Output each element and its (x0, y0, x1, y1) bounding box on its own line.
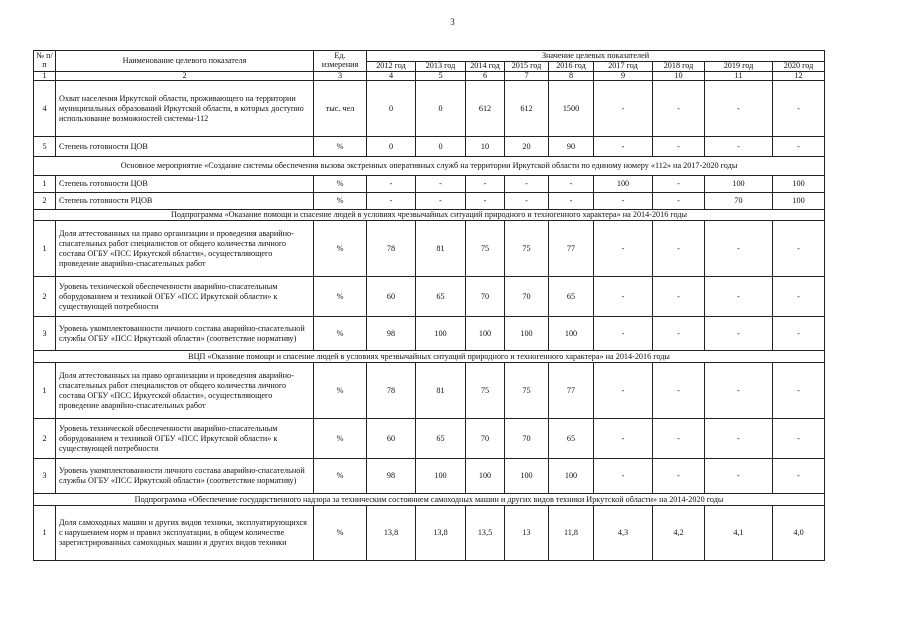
row-number: 1 (34, 221, 56, 277)
value-cell: - (653, 81, 705, 137)
column-number: 3 (314, 71, 367, 81)
indicator-name: Степень готовности ЦОВ (56, 176, 314, 193)
row-number: 2 (34, 419, 56, 459)
row-number: 2 (34, 277, 56, 317)
value-cell: 75 (466, 221, 505, 277)
indicator-name: Степень готовности ЦОВ (56, 137, 314, 157)
value-cell: - (505, 176, 549, 193)
value-cell: - (594, 419, 653, 459)
value-cell: - (773, 221, 825, 277)
unit-cell: % (314, 317, 367, 351)
unit-cell: % (314, 363, 367, 419)
row-number: 4 (34, 81, 56, 137)
unit-cell: % (314, 459, 367, 494)
unit-cell: тыс. чел (314, 81, 367, 137)
value-cell: 98 (367, 459, 416, 494)
value-cell: - (773, 277, 825, 317)
value-cell: 13,5 (466, 506, 505, 561)
header-values-group: Значение целевых показателей (367, 51, 825, 62)
section-caption-row (34, 351, 825, 363)
value-cell: 98 (367, 317, 416, 351)
value-cell: 100 (773, 193, 825, 210)
value-cell: - (653, 419, 705, 459)
column-number: 6 (466, 71, 505, 81)
value-cell: - (594, 193, 653, 210)
section-caption: ВЦП «Оказание помощи и спасение людей в условиях чрезвычайных ситуаций природного и техногенного характера» на 2014-2016 годы (34, 351, 825, 363)
value-cell: - (705, 317, 773, 351)
value-cell: - (653, 363, 705, 419)
value-cell: - (367, 193, 416, 210)
value-cell: 100 (549, 317, 594, 351)
value-cell: 78 (367, 363, 416, 419)
value-cell: 13 (505, 506, 549, 561)
column-number: 12 (773, 71, 825, 81)
value-cell: - (653, 277, 705, 317)
value-cell: 100 (705, 176, 773, 193)
value-cell: - (549, 193, 594, 210)
header-num: № п/п (34, 51, 56, 72)
value-cell: 4,0 (773, 506, 825, 561)
header-year: 2016 год (549, 62, 594, 72)
value-cell: - (367, 176, 416, 193)
indicator-name: Степень готовности РЦОВ (56, 193, 314, 210)
table-row (34, 459, 825, 494)
indicator-name: Доля аттестованных на право организации и проведения аварийно-спасательных работ специалистов от общего количества личного состава ОГБУ «ПСС Иркутской области», осуществляющего проведение аварийно-спасательных работ (56, 221, 314, 277)
column-number: 8 (549, 71, 594, 81)
header-name: Наименование целевого показателя (56, 51, 314, 72)
value-cell: 20 (505, 137, 549, 157)
value-cell: - (466, 193, 505, 210)
unit-cell: % (314, 221, 367, 277)
value-cell: 13,8 (367, 506, 416, 561)
value-cell: - (594, 221, 653, 277)
header-year: 2015 год (505, 62, 549, 72)
value-cell: - (705, 419, 773, 459)
value-cell: - (773, 81, 825, 137)
value-cell: - (416, 176, 466, 193)
value-cell: - (705, 81, 773, 137)
table-row (34, 419, 825, 459)
value-cell: 78 (367, 221, 416, 277)
value-cell: 612 (466, 81, 505, 137)
header-year: 2019 год (705, 62, 773, 72)
value-cell: 100 (594, 176, 653, 193)
value-cell: 70 (466, 419, 505, 459)
value-cell: 65 (549, 277, 594, 317)
row-number: 3 (34, 317, 56, 351)
column-number: 4 (367, 71, 416, 81)
value-cell: 100 (505, 317, 549, 351)
table-row (34, 193, 825, 210)
value-cell: 70 (505, 277, 549, 317)
value-cell: - (653, 459, 705, 494)
column-number: 2 (56, 71, 314, 81)
value-cell: - (594, 459, 653, 494)
value-cell: 0 (367, 137, 416, 157)
unit-cell: % (314, 176, 367, 193)
section-caption-row (34, 210, 825, 221)
header-year: 2013 год (416, 62, 466, 72)
value-cell: - (773, 459, 825, 494)
value-cell: - (549, 176, 594, 193)
column-number: 7 (505, 71, 549, 81)
value-cell: - (466, 176, 505, 193)
indicator-name: Уровень технической обеспеченности аварийно-спасательным оборудованием и техникой ОГБУ «ПСС Иркутской области» к существующей потребности (56, 419, 314, 459)
column-number: 5 (416, 71, 466, 81)
value-cell: 77 (549, 363, 594, 419)
value-cell: 65 (416, 419, 466, 459)
row-number: 1 (34, 176, 56, 193)
unit-cell: % (314, 137, 367, 157)
value-cell: 612 (505, 81, 549, 137)
value-cell: 100 (466, 459, 505, 494)
value-cell: 1500 (549, 81, 594, 137)
value-cell: - (653, 176, 705, 193)
row-number: 2 (34, 193, 56, 210)
section-caption: Основное мероприятие «Создание системы обеспечения вызова экстренных оперативных служб на территории Иркутской области по единому номеру «112» на 2017-2020 годы (34, 157, 825, 176)
value-cell: - (653, 317, 705, 351)
table-row (34, 277, 825, 317)
header-year: 2012 год (367, 62, 416, 72)
target-indicators-table (33, 50, 825, 561)
value-cell: 13,8 (416, 506, 466, 561)
value-cell: - (705, 363, 773, 419)
header-unit: Ед. измерения (314, 51, 367, 72)
value-cell: 4,1 (705, 506, 773, 561)
value-cell: 4,2 (653, 506, 705, 561)
value-cell: 77 (549, 221, 594, 277)
value-cell: - (705, 137, 773, 157)
unit-cell: % (314, 277, 367, 317)
value-cell: - (653, 193, 705, 210)
value-cell: - (705, 277, 773, 317)
table-row (34, 363, 825, 419)
header-year: 2017 год (594, 62, 653, 72)
table-row (34, 81, 825, 137)
indicator-name: Охват населения Иркутской области, проживающего на территории муниципальных образований Иркутской области, в которых доступно использование возможностей системы-112 (56, 81, 314, 137)
value-cell: - (416, 193, 466, 210)
value-cell: 81 (416, 221, 466, 277)
value-cell: 0 (367, 81, 416, 137)
value-cell: 0 (416, 137, 466, 157)
value-cell: - (653, 137, 705, 157)
column-number: 11 (705, 71, 773, 81)
value-cell: - (773, 363, 825, 419)
value-cell: 100 (773, 176, 825, 193)
indicator-name: Уровень технической обеспеченности аварийно-спасательным оборудованием и техникой ОГБУ «ПСС Иркутской области» к существующей потребности (56, 277, 314, 317)
section-caption: Подпрограмма «Обеспечение государственного надзора за техническим состоянием самоходных машин и других видов техники Иркутской области» на 2014-2020 годы (34, 494, 825, 506)
value-cell: 60 (367, 419, 416, 459)
unit-cell: % (314, 506, 367, 561)
value-cell: - (594, 277, 653, 317)
header-year: 2018 год (653, 62, 705, 72)
value-cell: 100 (466, 317, 505, 351)
value-cell: 75 (505, 363, 549, 419)
value-cell: - (594, 137, 653, 157)
section-caption-row (34, 157, 825, 176)
value-cell: - (594, 317, 653, 351)
value-cell: 4,3 (594, 506, 653, 561)
value-cell: 70 (505, 419, 549, 459)
column-number: 9 (594, 71, 653, 81)
value-cell: 100 (505, 459, 549, 494)
value-cell: - (705, 221, 773, 277)
section-caption: Подпрограмма «Оказание помощи и спасение людей в условиях чрезвычайных ситуаций природного и техногенного характера» на 2014-2016 годы (34, 210, 825, 221)
value-cell: 11,8 (549, 506, 594, 561)
value-cell: - (773, 137, 825, 157)
row-number: 1 (34, 506, 56, 561)
column-number: 10 (653, 71, 705, 81)
value-cell: 100 (549, 459, 594, 494)
value-cell: 75 (466, 363, 505, 419)
table-row (34, 137, 825, 157)
value-cell: - (505, 193, 549, 210)
value-cell: - (594, 81, 653, 137)
value-cell: 75 (505, 221, 549, 277)
indicator-name: Уровень укомплектованности личного состава аварийно-спасательной службы ОГБУ «ПСС Иркутской области» (соответствие нормативу) (56, 459, 314, 494)
value-cell: 90 (549, 137, 594, 157)
indicator-name: Доля аттестованных на право организации и проведения аварийно-спасательных работ специалистов от общего количества личного состава ОГБУ «ПСС Иркутской области», осуществляющего проведение аварийно-спасательных работ (56, 363, 314, 419)
value-cell: - (705, 459, 773, 494)
value-cell: 60 (367, 277, 416, 317)
column-number: 1 (34, 71, 56, 81)
header-year: 2020 год (773, 62, 825, 72)
header-year: 2014 год (466, 62, 505, 72)
value-cell: 81 (416, 363, 466, 419)
value-cell: - (773, 419, 825, 459)
table-row (34, 506, 825, 561)
value-cell: - (773, 317, 825, 351)
table-row (34, 221, 825, 277)
row-number: 1 (34, 363, 56, 419)
value-cell: - (594, 363, 653, 419)
row-number: 3 (34, 459, 56, 494)
value-cell: 100 (416, 317, 466, 351)
value-cell: 0 (416, 81, 466, 137)
unit-cell: % (314, 193, 367, 210)
value-cell: - (653, 221, 705, 277)
indicator-name: Уровень укомплектованности личного состава аварийно-спасательной службы ОГБУ «ПСС Иркутской области» (соответствие нормативу) (56, 317, 314, 351)
row-number: 5 (34, 137, 56, 157)
value-cell: 65 (549, 419, 594, 459)
value-cell: 65 (416, 277, 466, 317)
table-row (34, 317, 825, 351)
value-cell: 100 (416, 459, 466, 494)
section-caption-row (34, 494, 825, 506)
value-cell: 70 (466, 277, 505, 317)
page-number: 3 (450, 17, 455, 27)
value-cell: 70 (705, 193, 773, 210)
table-row (34, 176, 825, 193)
indicator-name: Доля самоходных машин и других видов техники, эксплуатирующихся с нарушением норм и правил эксплуатации, в общем количестве зарегистрированных самоходных машин и других видов техники (56, 506, 314, 561)
value-cell: 10 (466, 137, 505, 157)
unit-cell: % (314, 419, 367, 459)
